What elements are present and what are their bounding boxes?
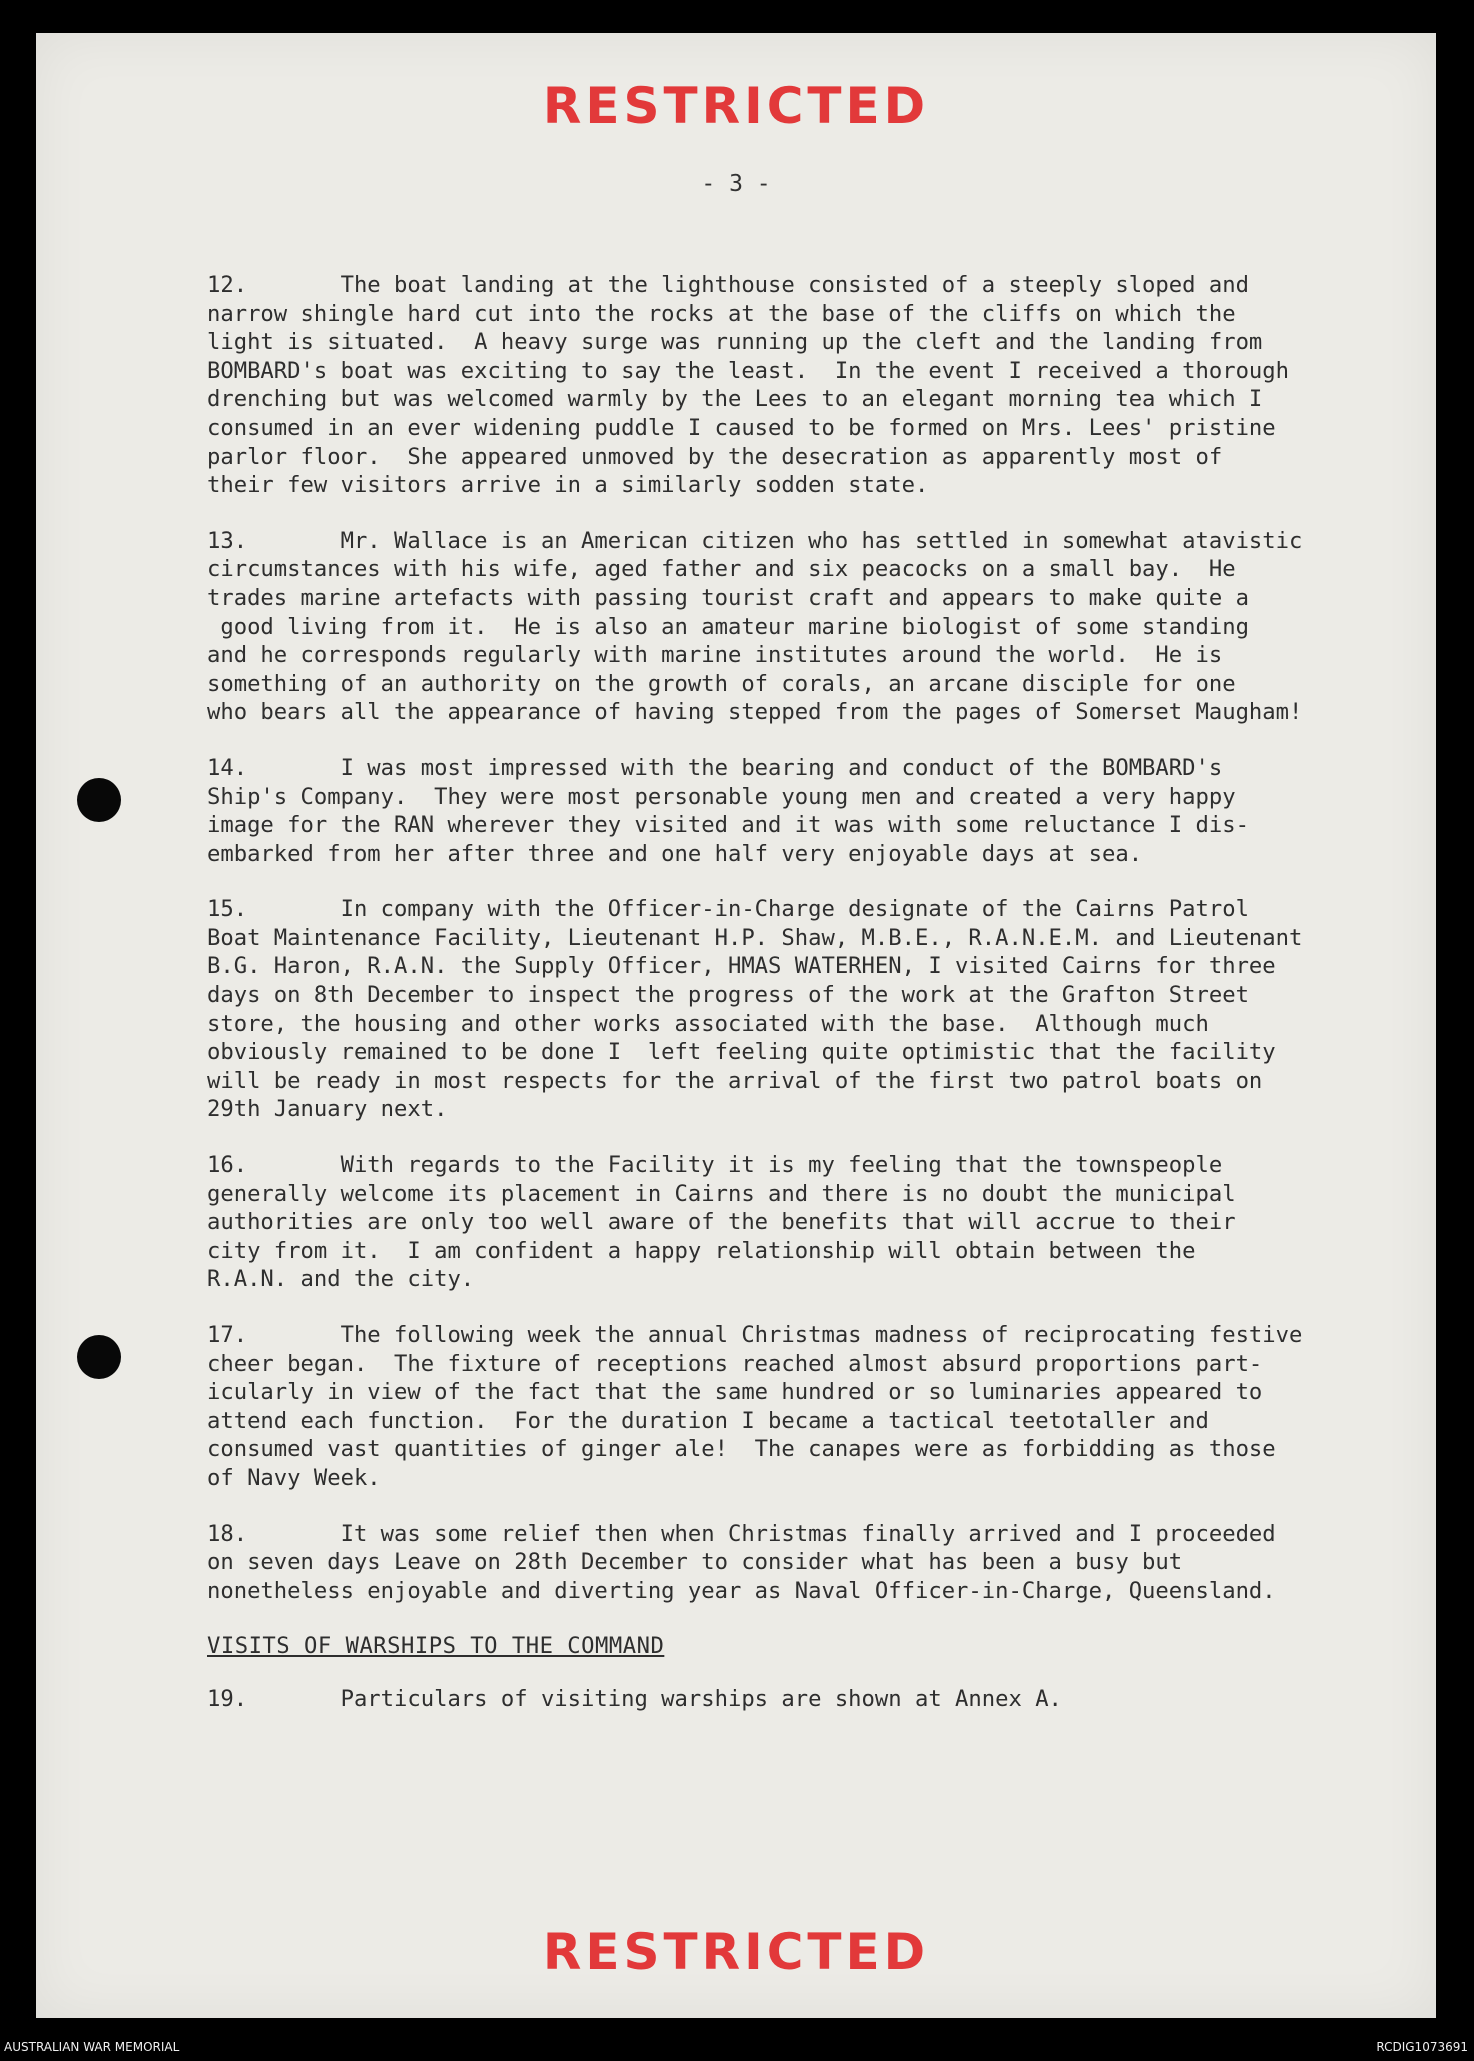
paragraph-line: 17. The following week the annual Christmas madness of reciprocating festive (207, 1322, 1303, 1348)
paragraph (207, 271, 1407, 500)
paragraph-line: something of an authority on the growth of corals, an arcane disciple for one (207, 670, 1236, 697)
paragraph (207, 1520, 1407, 1606)
paragraph-line: will be ready in most respects for the arrival of the first two patrol boats on (207, 1067, 1263, 1094)
section-heading: VISITS OF WARSHIPS TO THE COMMAND (207, 1633, 665, 1660)
paragraph-line: 14. I was most impressed with the bearing and conduct of the BOMBARD's (207, 754, 1223, 781)
paragraph (207, 754, 1407, 868)
paragraph-line: light is situated. A heavy surge was running up the cleft and the landing from (207, 329, 1263, 356)
paragraph (207, 527, 1407, 727)
punch-hole-lower (77, 1335, 121, 1379)
page-number: - 3 - (701, 171, 771, 197)
paragraph-line: authorities are only too well aware of the benefits that will accrue to their (207, 1209, 1236, 1236)
paragraph-line: generally welcome its placement in Cairns and there is no doubt the municipal (207, 1180, 1236, 1207)
paragraph-line: consumed in an ever widening puddle I caused to be formed on Mrs. Lees' pristine (207, 414, 1276, 441)
paragraph-list (207, 271, 1407, 1605)
paragraph-line: trades marine artefacts with passing tourist craft and appears to make quite a (207, 584, 1249, 611)
paragraph-line: R.A.N. and the city. (207, 1266, 475, 1293)
paragraph-line: days on 8th December to inspect the progress of the work at the Grafton Street (207, 982, 1249, 1009)
paragraph-line: their few visitors arrive in a similarly sodden state. (207, 472, 929, 499)
paragraph-line: who bears all the appearance of having stepped from the pages of Somerset Maugham! (207, 699, 1303, 726)
paragraph-line: drenching but was welcomed warmly by the Lees to an elegant morning tea which I (207, 386, 1263, 413)
paragraph (207, 1321, 1407, 1493)
paragraph-line: 12. The boat landing at the lighthouse consisted of a steeply sloped and (207, 272, 1249, 298)
paragraph-line: cheer began. The fixture of receptions reached almost absurd proportions part- (207, 1350, 1263, 1377)
paragraph-line: parlor floor. She appeared unmoved by the desecration as apparently most of (207, 443, 1223, 470)
paragraph-line: store, the housing and other works associated with the base. Although much (207, 1010, 1209, 1037)
paragraph-line: of Navy Week. (207, 1464, 381, 1491)
paragraph-19 (207, 1685, 1407, 1714)
punch-hole-upper (77, 778, 121, 822)
paragraph-line: consumed vast quantities of ginger ale! The canapes were as forbidding as those (207, 1436, 1276, 1463)
paragraph-line: 18. It was some relief then when Christmas finally arrived and I proceeded (207, 1520, 1276, 1547)
paragraph (207, 1151, 1407, 1294)
restricted-stamp-top: RESTRICTED (542, 77, 930, 135)
paragraph-line: BOMBARD's boat was exciting to say the least. In the event I received a thorough (207, 357, 1289, 384)
paragraph-line: and he corresponds regularly with marine institutes around the world. He is (207, 642, 1223, 669)
document-page (36, 33, 1436, 2018)
paragraph-line: Boat Maintenance Facility, Lieutenant H.P. Shaw, M.B.E., R.A.N.E.M. and Lieutenant (207, 924, 1303, 951)
paragraph-line: 29th January next. (207, 1096, 448, 1123)
paragraph-line: circumstances with his wife, aged father and six peacocks on a small bay. He (207, 556, 1236, 583)
paragraph-line: Ship's Company. They were most personable young men and created a very happy (207, 783, 1236, 810)
paragraph-line: 15. In company with the Officer-in-Charge designate of the Cairns Patrol (207, 896, 1249, 923)
paragraph-line: nonetheless enjoyable and diverting year as Naval Officer-in-Charge, Queensland. (207, 1577, 1276, 1604)
paragraph-line: attend each function. For the duration I became a tactical teetotaller and (207, 1407, 1209, 1434)
restricted-stamp-bottom: RESTRICTED (542, 1923, 930, 1981)
archive-id: RCDIG1073691 (1376, 2040, 1468, 2054)
paragraph-line: 13. Mr. Wallace is an American citizen who has settled in somewhat atavistic (207, 527, 1303, 554)
document-body (207, 271, 1407, 1741)
paragraph-line: 16. With regards to the Facility it is my feeling that the townspeople (207, 1152, 1223, 1179)
paragraph-line: image for the RAN wherever they visited and it was with some reluctance I dis- (207, 812, 1249, 839)
paragraph-line: city from it. I am confident a happy relationship will obtain between the (207, 1237, 1196, 1264)
paragraph-line: B.G. Haron, R.A.N. the Supply Officer, HMAS WATERHEN, I visited Cairns for three (207, 953, 1276, 980)
paragraph-line: embarked from her after three and one half very enjoyable days at sea. (207, 840, 1143, 867)
paragraph-line: 19. Particulars of visiting warships are shown at Annex A. (207, 1685, 1062, 1712)
paragraph-line: obviously remained to be done I left feeling quite optimistic that the facility (207, 1039, 1276, 1066)
paragraph-line: on seven days Leave on 28th December to consider what has been a busy but (207, 1549, 1183, 1576)
paragraph-line: icularly in view of the fact that the same hundred or so luminaries appeared to (207, 1379, 1263, 1406)
paragraph-line: narrow shingle hard cut into the rocks at the base of the cliffs on which the (207, 300, 1236, 327)
archive-credit: AUSTRALIAN WAR MEMORIAL (4, 2040, 180, 2054)
paragraph (207, 895, 1407, 1124)
paragraph-line: good living from it. He is also an amateur marine biologist of some standing (207, 613, 1249, 640)
